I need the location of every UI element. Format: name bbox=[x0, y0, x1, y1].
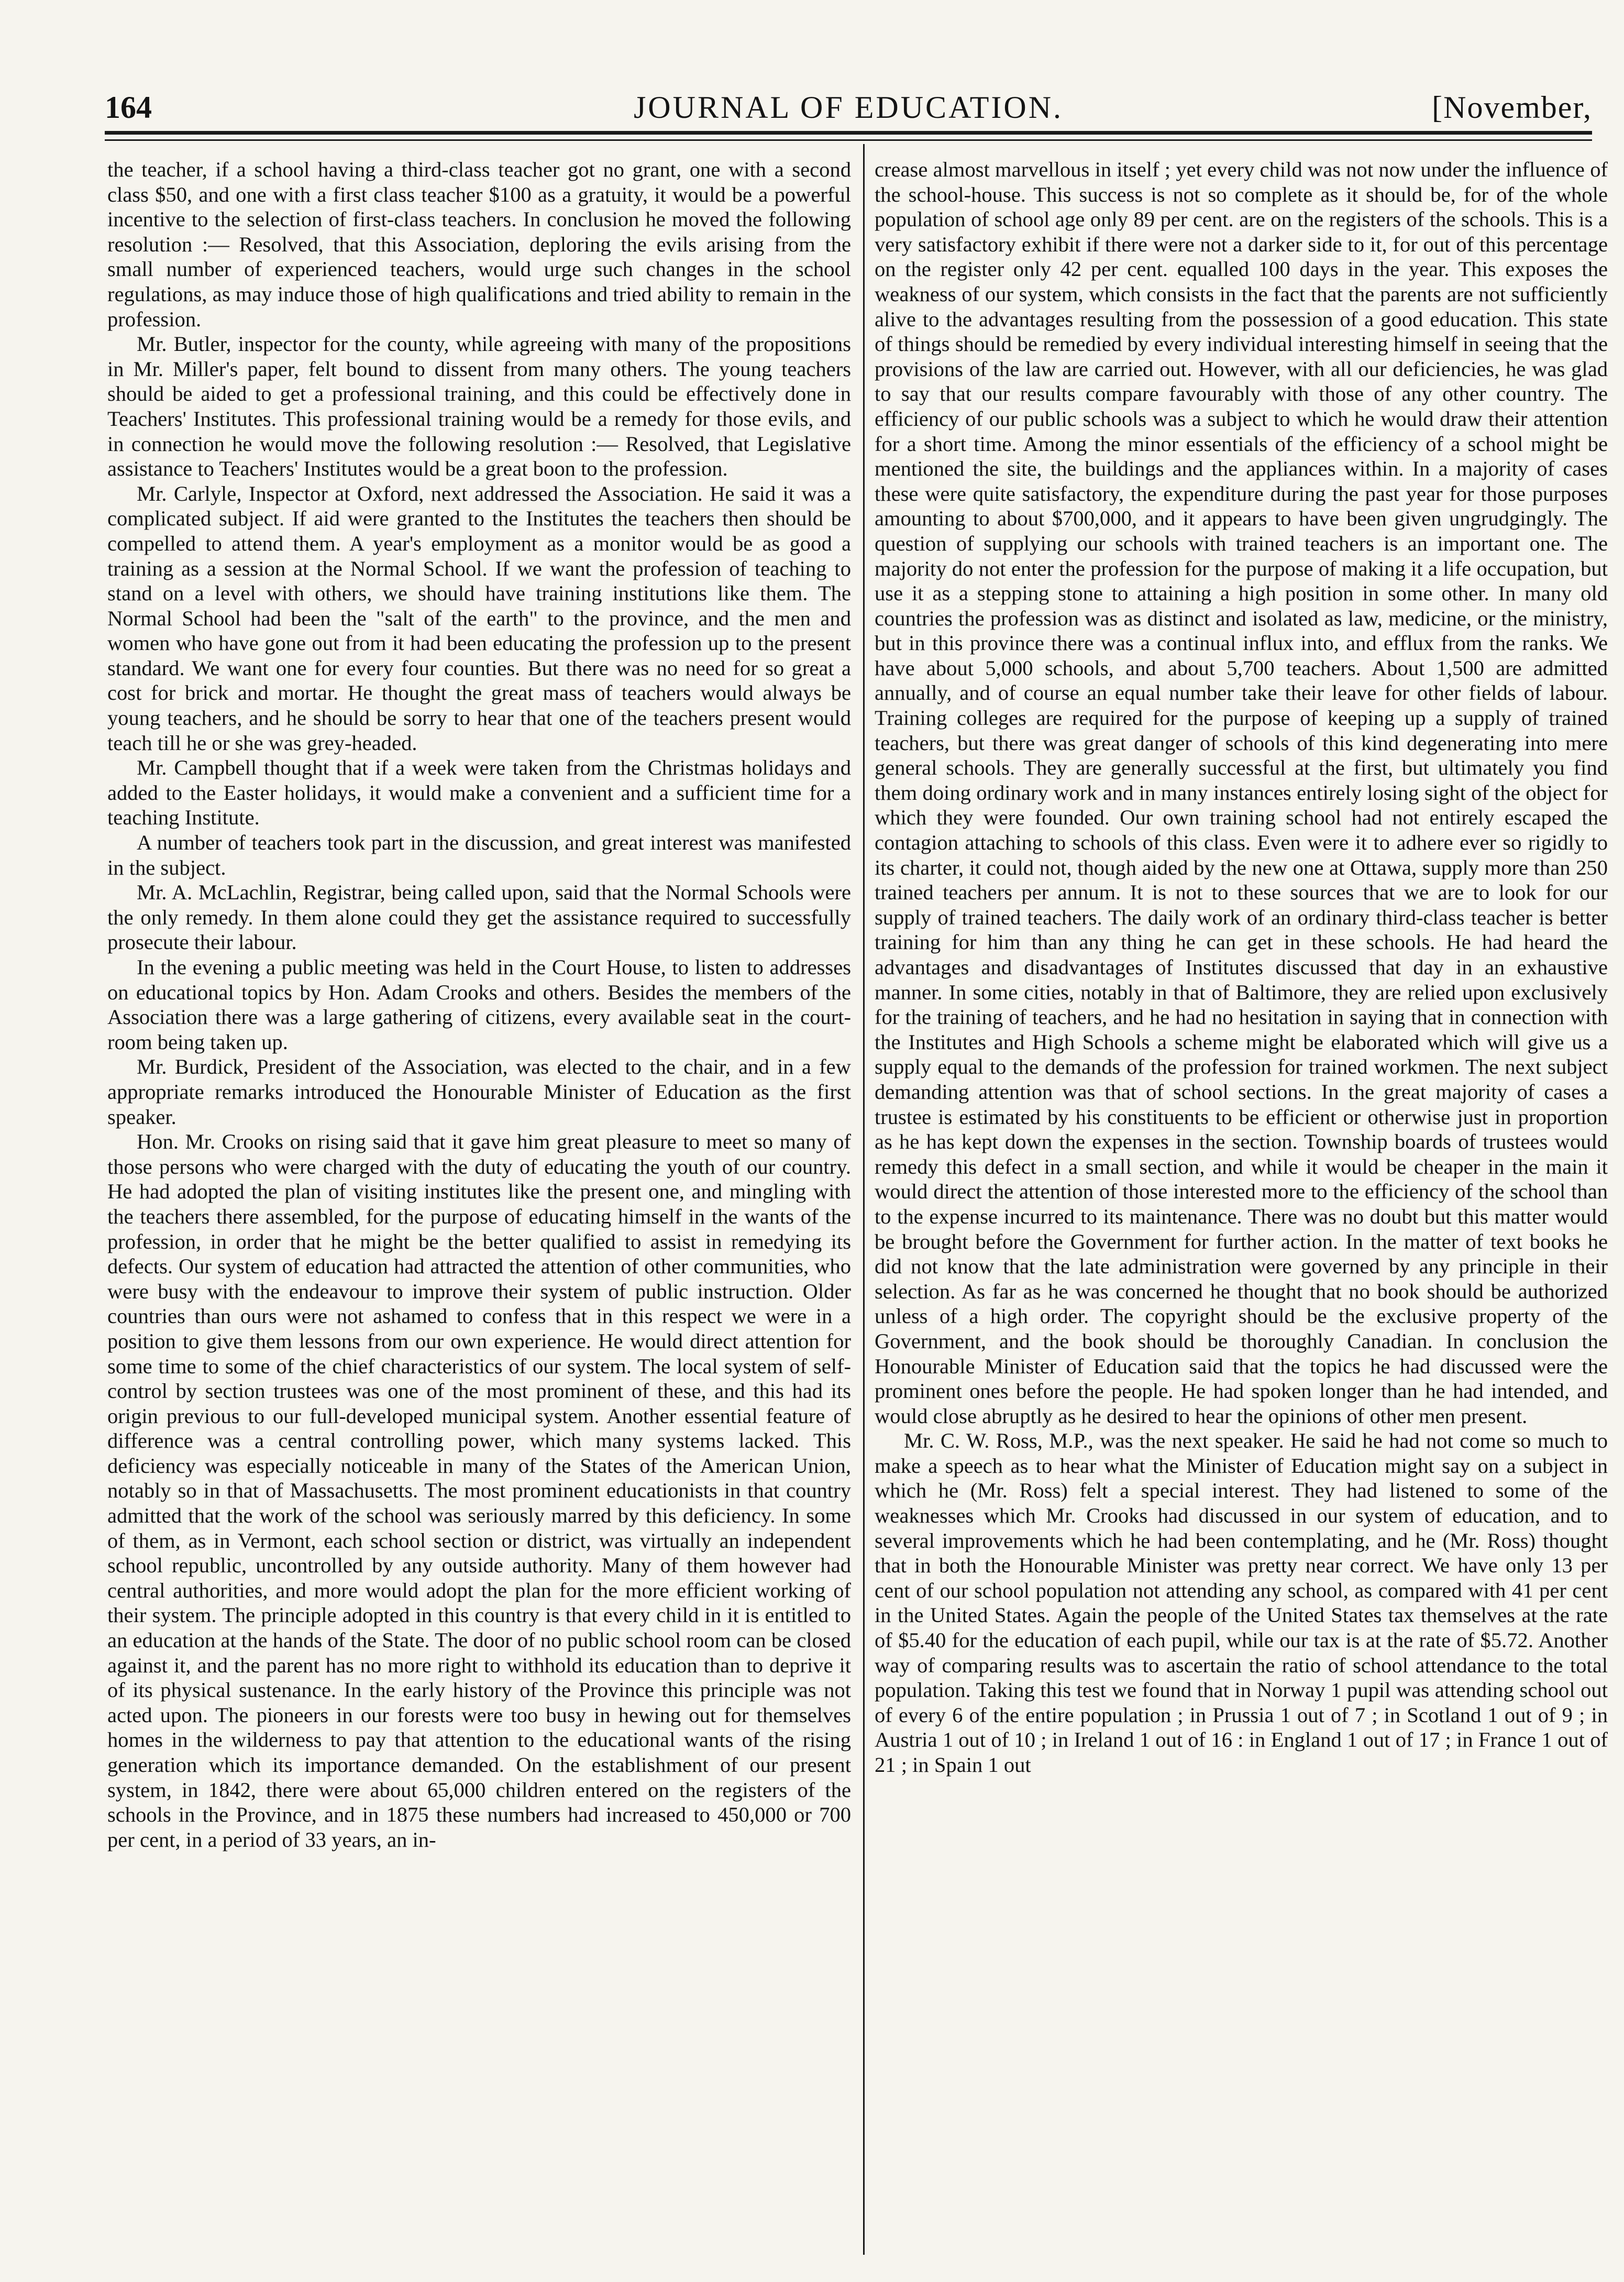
paragraph: Mr. C. W. Ross, M.P., was the next speaker. He said he had not come so much to make a speech as to hear what the Minister of Education might say on a subject in which he (Mr. Ross) felt a special interest. They had listened to some of the weaknesses which Mr. Crooks had discussed in our system of education, and to several improvements which he had been contemplating, and he (Mr. Ross) thought that in both the Honourable Minister was pretty near correct. We have only 13 per cent of our school population not attending any school, as compared with 41 per cent in the United States. Again the people of the United States tax themselves at the rate of $5.40 for the education of each pupil, while our tax is at the rate of $5.72. Another way of comparing results was to ascertain the ratio of school attendance to the total population. Taking this test we found that in Norway 1 pupil was attending school out of every 6 of the entire population ; in Prussia 1 out of 7 ; in Scotland 1 out of 9 ; in Austria 1 out of 10 ; in Ireland 1 out of 16 : in England 1 out of 17 ; in France 1 out of 21 ; in Spain 1 out bbox=[875, 1429, 1608, 1777]
header-rule-thin bbox=[105, 139, 1592, 141]
paragraph: Mr. Campbell thought that if a week were taken from the Christmas holidays and added to the Easter holidays, it would make a convenient and a sufficient time for a teaching Institute. bbox=[107, 756, 851, 830]
paragraph: Mr. Carlyle, Inspector at Oxford, next addressed the Association. He said it was a complicated subject. If aid were granted to the Institutes the teachers then should be compelled to attend them. A year's employment as a monitor would be as good a training as a session at the Normal School. If we want the profession of teaching to stand on a level with others, we should have training institutions like them. The Normal School had been the "salt of the earth" to the province, and the men and women who have gone out from it had been educating the profession up to the present standard. We want one for every four counties. But there was no need for so great a cost for brick and mortar. He thought the great mass of teachers would always be young teachers, and he should be sorry to hear that one of the teachers present would teach till he or she was grey-headed. bbox=[107, 481, 851, 755]
left-column bbox=[107, 157, 851, 2252]
paragraph: Mr. A. McLachlin, Registrar, being called upon, said that the Normal Schools were the only remedy. In them alone could they get the assistance required to successfully prosecute their labour. bbox=[107, 880, 851, 954]
paragraph: the teacher, if a school having a third-class teacher got no grant, one with a second class $50, and one with a first class teacher $100 as a gratuity, it would be a powerful incentive to the selection of first-class teachers. In conclusion he moved the following resolution :— Resolved, that this Association, deploring the evils arising from the small number of experienced teachers, would urge such changes in the school regulations, as may induce those of high qualifications and tried ability to remain in the profession. bbox=[107, 158, 851, 331]
paragraph: Mr. Butler, inspector for the county, while agreeing with many of the propositions in Mr. Miller's paper, felt bound to dissent from many others. The young teachers should be aided to get a professional training, and this could be effectively done in Teachers' Institutes. This professional training would be a remedy for those evils, and in connection he would move the following resolution :— Resolved, that Legislative assistance to Teachers' Institutes would be a great boon to the profession. bbox=[107, 332, 851, 481]
paragraph: In the evening a public meeting was held in the Court House, to listen to addresses on educational topics by Hon. Adam Crooks and others. Besides the members of the Association there was a large gathering of citizens, every available seat in the court-room being taken up. bbox=[107, 955, 851, 1054]
column-divider bbox=[863, 144, 865, 2255]
page-header bbox=[105, 79, 1592, 136]
paragraph: crease almost marvellous in itself ; yet every child was not now under the influence of the school-house. This success is not so complete as it should be, for of the whole population of school age only 89 per cent. are on the registers of the schools. This is a very satisfactory exhibit if there were not a darker side to it, for out of this percentage on the register only 42 per cent. equalled 100 days in the year. This exposes the weakness of our system, which consists in the fact that the parents are not sufficiently alive to the advantages resulting from the possession of a good education. This state of things should be remedied by every individual interesting himself in seeing that the provisions of the law are carried out. However, with all our deficiencies, he was glad to say that our results compare favourably with those of any other country. The efficiency of our public schools was a subject to which he would draw their attention for a short time. Among the minor essentials of the efficiency of a school might be mentioned the site, the buildings and the appliances within. In a majority of cases these were quite satisfactory, the expenditure during the past year for those purposes amounting to about $700,000, and it appears to have been given ungrudgingly. The question of supplying our schools with trained teachers is an important one. The majority do not enter the profession for the purpose of making it a life occupation, but use it as a stepping stone to attaining a high position in some other. In many old countries the profession was as distinct and isolated as law, medicine, or the ministry, but in this province there was a continual influx into, and efflux from the ranks. We have about 5,000 schools, and about 5,700 teachers. About 1,500 are admitted annually, and of course an equal number take their leave for other fields of labour. Training colleges are required for the purpose of keeping up a supply of trained teachers, but there was great danger of schools of this kind degenerating into mere general schools. They are generally successful at the first, but ultimately you find them doing ordinary work and in many instances entirely losing sight of the object for which they were founded. Our own training school had not entirely escaped the contagion attaching to schools of this class. Even were it to adhere ever so rigidly to its charter, it could not, though aided by the new one at Ottawa, supply more than 250 trained teachers per annum. It is not to these sources that we are to look for our supply of trained teachers. The daily work of an ordinary third-class teacher is better training for him than any thing he can get in these schools. He had heard the advantages and disadvantages of Institutes discussed that day in an exhaustive manner. In some cities, notably in that of Baltimore, they are relied upon exclusively for the training of teachers, and he had no hesitation in saying that in connection with the Institutes and High Schools a scheme might be elaborated which will give us a supply equal to the demands of the profession for trained workmen. The next subject demanding attention was that of school sections. In the great majority of cases a trustee is estimated by his constituents to be efficient or otherwise just in proportion as he has kept down the expenses in the section. Township boards of trustees would remedy this defect in a small section, and while it would be cheaper in the main it would direct the attention of those interested more to the efficiency of the school than to the expense incurred to its maintenance. There was no doubt but this matter would be brought before the Government for further action. In the matter of text books he did not know that the late administration were governed by any principle in their selection. As far as he was concerned he thought that no book should be authorized unless of a high order. The copyright should be the exclusive property of the Government, and the book should be thoroughly Canadian. In conclusion the Honourable Minister of Education said that the topics he had discussed were the prominent ones before the people. He had spoken longer than he had intended, and would close abruptly as he desired to hear the opinions of other men present. bbox=[875, 158, 1608, 1428]
page-number: 164 bbox=[105, 90, 152, 125]
paragraph: Hon. Mr. Crooks on rising said that it gave him great pleasure to meet so many of those persons who were charged with the duty of educating the youth of our country. He had adopted the plan of visiting institutes like the present one, and mingling with the teachers there assembled, for the purpose of educating himself in the wants of the profession, in order that he might be the better qualified to assist in remedying its defects. Our system of education had attracted the attention of other communities, who were busy with the endeavour to improve their system of public instruction. Older countries than ours were not ashamed to confess that in this respect we were in a position to give them lessons from our own experience. He would direct attention for some time to some of the chief characteristics of our system. The local system of self-control by section trustees was one of the most prominent of these, and this had its origin previous to our full-developed municipal system. Another essential feature of difference was a central controlling power, which many systems lacked. This deficiency was especially noticeable in many of the States of the American Union, notably so in that of Massachusetts. The most prominent educationists in that country admitted that the work of the school was seriously marred by this deficiency. In some of them, as in Vermont, each school section or district, was virtually an independent school republic, uncontrolled by any outside authority. Many of them however had central authorities, and more would adopt the plan for the more efficient working of their system. The principle adopted in this country is that every child in it is entitled to an education at the hands of the State. The door of no public school room can be closed against it, and the parent has no more right to withhold its education than to deprive it of its physical sustenance. In the early history of the Province this principle was not acted upon. The pioneers in our forests were too busy in hewing out for themselves homes in the wilderness to pay that attention to the educational wants of the rising generation which its importance demanded. On the establishment of our present system, in 1842, there were about 65,000 children entered on the registers of the schools in the Province, and in 1875 these numbers had increased to 450,000 or 700 per cent, in a period of 33 years, an in- bbox=[107, 1130, 851, 1851]
journal-title: JOURNAL OF EDUCATION. bbox=[633, 90, 1064, 125]
header-rule-thick bbox=[105, 131, 1592, 135]
paragraph: A number of teachers took part in the discussion, and great interest was manifested in the subject. bbox=[107, 831, 851, 879]
issue-month: [November, bbox=[1432, 90, 1592, 125]
right-column bbox=[875, 157, 1608, 2252]
paragraph: Mr. Burdick, President of the Association, was elected to the chair, and in a few appropriate remarks introduced the Honourable Minister of Education as the first speaker. bbox=[107, 1055, 851, 1129]
